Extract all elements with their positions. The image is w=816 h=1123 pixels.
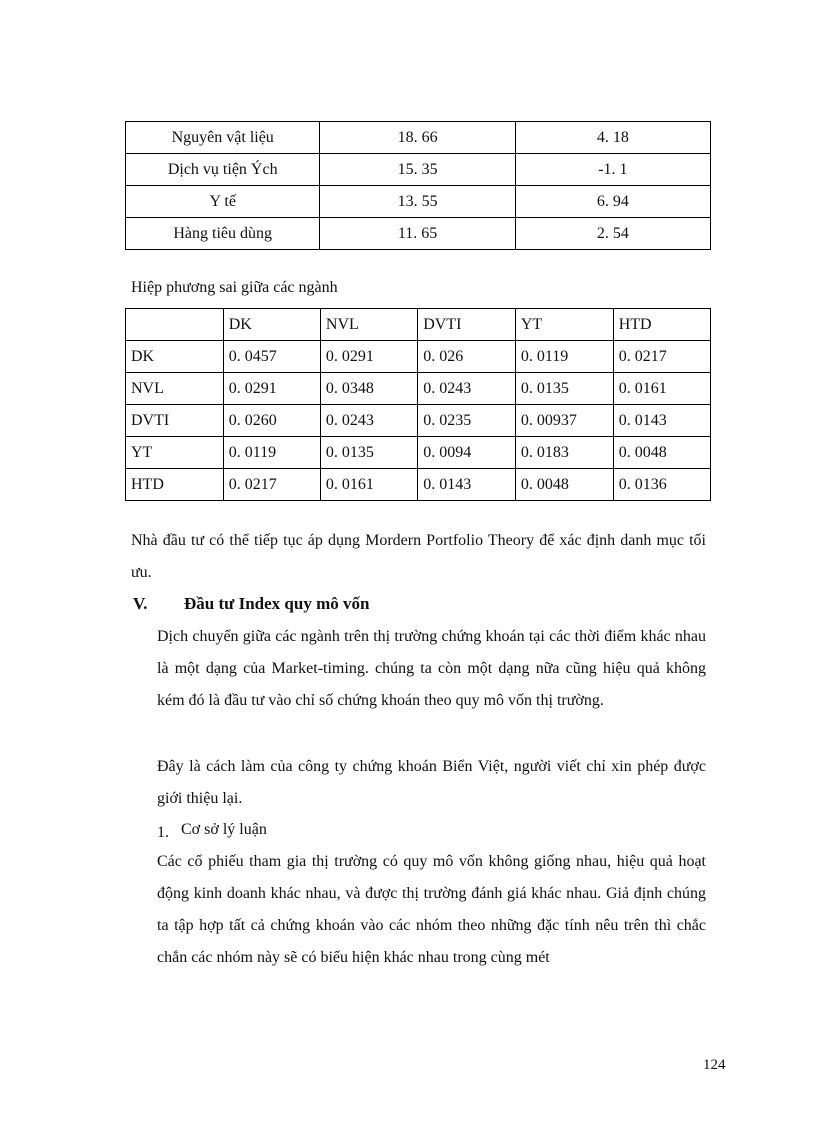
table-cell: 0. 0348 [320,373,417,405]
table-cell: Y tế [126,186,320,218]
table-row [126,186,711,218]
section-title: Đầu tư Index quy mô vốn [184,594,370,613]
table-cell: 0. 0183 [515,437,613,469]
header-cell: DK [223,309,320,341]
table-cell: 0. 026 [418,341,516,373]
table-cell: Nguyên vật liệu [126,122,320,154]
table-cell: 0. 0243 [320,405,417,437]
table-cell: 0. 0291 [223,373,320,405]
bvsc-paragraph: Đây là cách làm của công ty chứng khoán Biển Việt, người viết chỉ xin phép được giới thiệu lại. [157,758,706,807]
table-cell: 0. 0136 [613,469,710,501]
table-cell: NVL [126,373,224,405]
table-cell: 0. 0161 [320,469,417,501]
table-cell: YT [126,437,224,469]
covariance-table [125,308,711,501]
table-cell: 0. 0457 [223,341,320,373]
theory-paragraph: Các cổ phiếu tham gia thị trường có quy mô vốn không giống nhau, hiệu quả hoạt động kinh doanh khác nhau, và được thị trường đánh giá khác nhau. Giả định chúng ta tập hợp tất cả chứng khoán vào các nhóm theo những đặc tính nêu trên thì chắc chắn các nhóm này sẽ có biểu hiện khác nhau trong cùng mét [157,853,706,966]
table-cell: 2. 54 [515,218,710,250]
table-cell: 0. 0135 [515,373,613,405]
table-cell: 6. 94 [515,186,710,218]
covariance-caption: Hiệp phương sai giữa các ngành [131,279,338,296]
table-cell: 11. 65 [320,218,515,250]
table-cell: 0. 0217 [223,469,320,501]
table-row [126,154,711,186]
table-cell: DVTI [126,405,224,437]
table-cell: 0. 0119 [515,341,613,373]
table-cell: 0. 0135 [320,437,417,469]
table-cell: 0. 0235 [418,405,516,437]
table-cell: 0. 0161 [613,373,710,405]
header-cell: DVTI [418,309,516,341]
table-cell: 0. 0291 [320,341,417,373]
table-cell: 18. 66 [320,122,515,154]
table-header-row [126,309,711,341]
table-row [126,373,711,405]
table-cell: 15. 35 [320,154,515,186]
table-row [126,122,711,154]
table-cell: DK [126,341,224,373]
table-cell: 0. 0094 [418,437,516,469]
table-cell: -1. 1 [515,154,710,186]
page-number: 124 [703,1057,726,1073]
table-cell: Hàng tiêu dùng [126,218,320,250]
table-row [126,341,711,373]
table-row [126,469,711,501]
header-cell: YT [515,309,613,341]
timing-paragraph: Dịch chuyển giữa các ngành trên thị trường chứng khoán tại các thời điểm khác nhau là một dạng của Market-timing. chúng ta còn một dạng nữa cũng hiệu quả không kém đó là đầu tư vào chỉ số chứng khoán theo quy mô vốn thị trường. [157,628,706,709]
header-cell [126,309,224,341]
table-row [126,437,711,469]
table-cell: 13. 55 [320,186,515,218]
table-cell: 0. 0217 [613,341,710,373]
table-row [126,405,711,437]
table-cell: HTD [126,469,224,501]
header-cell: HTD [613,309,710,341]
table-cell: 0. 0048 [515,469,613,501]
subsection-title: Cơ sở lý luận [181,821,267,838]
mpt-paragraph: Nhà đầu tư có thể tiếp tục áp dụng Mordern Portfolio Theory để xác định danh mục tối ưu. [131,532,706,581]
table-cell: 0. 00937 [515,405,613,437]
table-cell: 0. 0243 [418,373,516,405]
returns-table [125,121,711,250]
subsection-number: 1. [157,824,169,841]
table-cell: 4. 18 [515,122,710,154]
header-cell: NVL [320,309,417,341]
table-cell: Dịch vụ tiện Ých [126,154,320,186]
table-cell: 0. 0143 [418,469,516,501]
section-number: V. [133,594,148,613]
table-cell: 0. 0260 [223,405,320,437]
table-cell: 0. 0119 [223,437,320,469]
table-cell: 0. 0048 [613,437,710,469]
table-cell: 0. 0143 [613,405,710,437]
table-row [126,218,711,250]
